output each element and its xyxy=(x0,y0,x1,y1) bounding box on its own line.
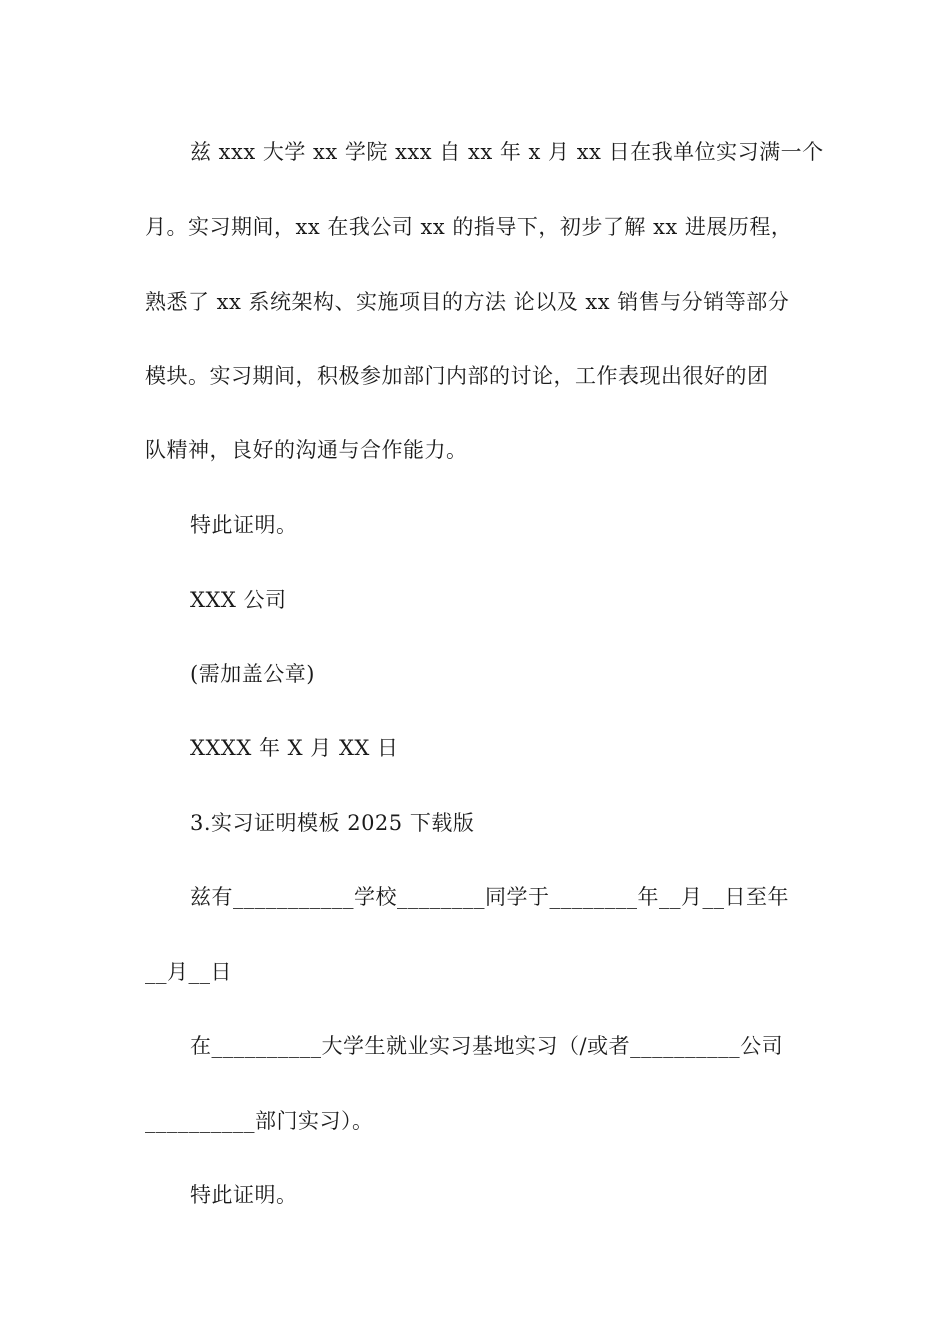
paragraph-line: 兹 xxx 大学 xx 学院 xxx 自 xx 年 x 月 xx 日在我单位实习满一个 xyxy=(190,140,824,164)
certify-statement: 特此证明。 xyxy=(190,513,298,537)
template-line: 兹有___________学校________同学于________年__月__日至年 xyxy=(190,885,789,909)
template-line: 在__________大学生就业实习基地实习（/或者__________公司 xyxy=(190,1034,784,1058)
template-line: __________部门实习）。 xyxy=(145,1109,374,1133)
date-line: XXXX 年 X 月 XX 日 xyxy=(190,736,399,760)
template-line: __月__日 xyxy=(145,960,232,984)
company-name: XXX 公司 xyxy=(190,588,287,612)
paragraph-line: 月。实习期间，xx 在我公司 xx 的指导下，初步了解 xx 进展历程， xyxy=(145,215,793,239)
paragraph-line: 模块。实习期间，积极参加部门内部的讨论，工作表现出很好的团 xyxy=(145,364,769,388)
paragraph-line: 队精神，良好的沟通与合作能力。 xyxy=(145,438,468,462)
seal-note: (需加盖公章) xyxy=(190,662,315,686)
certify-statement: 特此证明。 xyxy=(190,1183,298,1207)
section-heading: 3.实习证明模板 2025 下载版 xyxy=(190,811,475,835)
paragraph-line: 熟悉了 xx 系统架构、实施项目的方法 论以及 xx 销售与分销等部分 xyxy=(145,290,790,314)
